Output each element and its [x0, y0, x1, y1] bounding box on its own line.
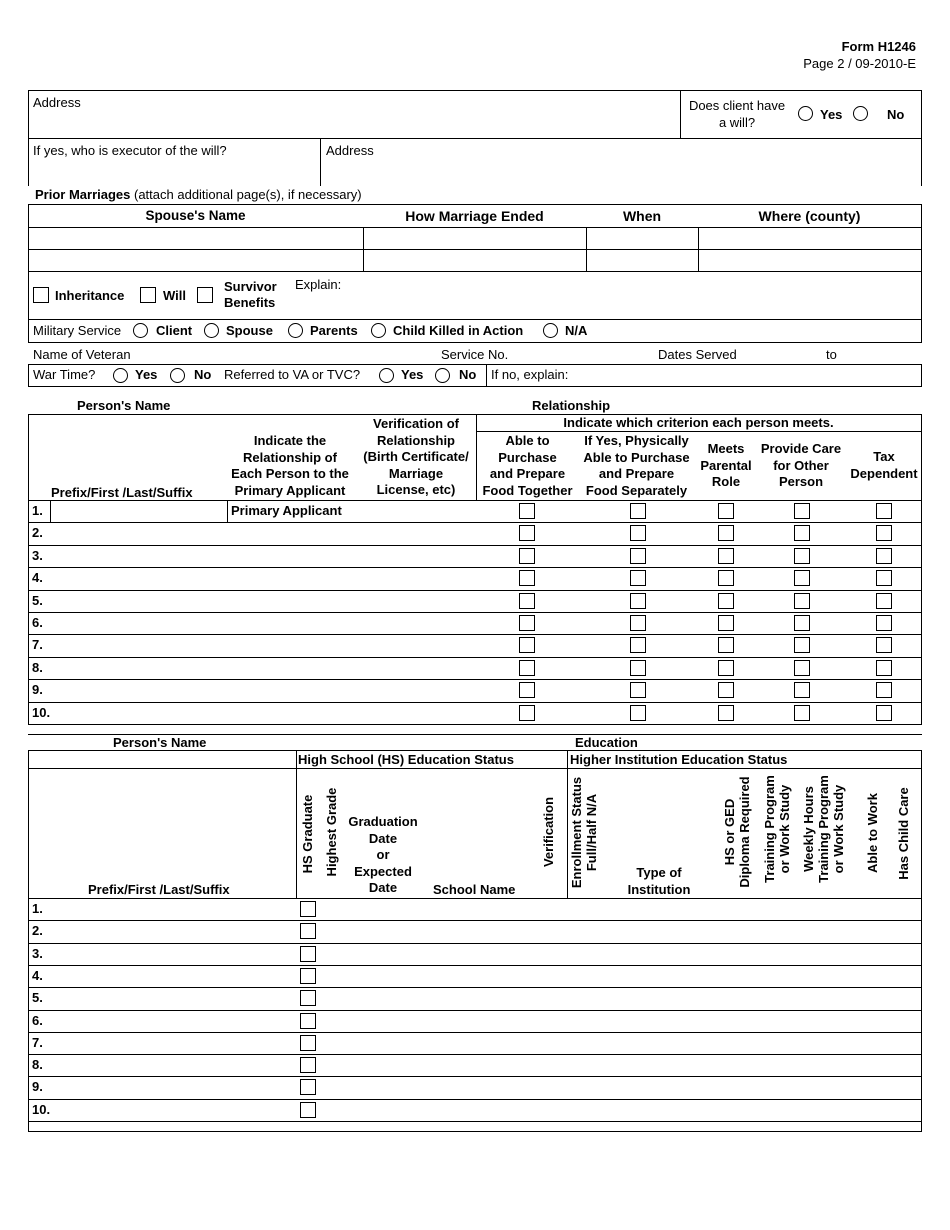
war-time-label: War Time? — [33, 367, 96, 382]
military-client-radio[interactable] — [133, 323, 148, 338]
e-weekly-2: Training Program — [816, 775, 831, 883]
h-provide-1: Provide Care — [760, 441, 842, 456]
will-no-label: No — [887, 107, 905, 122]
hs-graduate-checkbox[interactable] — [300, 1079, 316, 1095]
household-separate-purchase-checkbox[interactable] — [630, 637, 646, 653]
military-spouse-radio[interactable] — [204, 323, 219, 338]
referred-label: Referred to VA or TVC? — [224, 367, 361, 382]
type-institution-header — [617, 864, 701, 898]
education-row-number: 2. — [32, 923, 43, 939]
enrollment-status-header — [569, 770, 599, 895]
hs-graduate-header: HS Graduate — [300, 794, 315, 874]
military-child-radio[interactable] — [371, 323, 386, 338]
war-yes-label: Yes — [135, 367, 158, 382]
inheritance-label: Inheritance — [55, 288, 125, 303]
hs-graduate-checkbox[interactable] — [300, 1013, 316, 1029]
will-no-radio[interactable] — [853, 106, 868, 121]
education-row-number: 6. — [32, 1012, 43, 1028]
household-parental-role-checkbox[interactable] — [718, 593, 734, 609]
household-tax-dependent-checkbox[interactable] — [876, 705, 892, 721]
col-how-ended: How Marriage Ended — [405, 208, 544, 224]
household-verification-header — [356, 416, 476, 499]
household-provide-header — [755, 441, 847, 491]
household-separate-purchase-checkbox[interactable] — [630, 503, 646, 519]
graduation-date-header — [343, 814, 423, 897]
household-relationship: Relationship — [532, 398, 611, 413]
household-separate-purchase-checkbox[interactable] — [630, 525, 646, 541]
household-row-number: 10. — [32, 704, 51, 720]
training-program-header — [762, 773, 792, 885]
military-service-label: Military Service — [33, 323, 122, 338]
household-row-number: 6. — [32, 615, 43, 630]
h-tax-2: Dependent — [850, 465, 918, 481]
household-provide-care-checkbox[interactable] — [794, 637, 810, 653]
primary-applicant-label: Primary Applicant — [231, 503, 342, 518]
household-separate-purchase-checkbox[interactable] — [630, 660, 646, 676]
h-verif-5: License, etc) — [376, 482, 456, 497]
household-tax-dependent-checkbox[interactable] — [876, 548, 892, 564]
household-separate-purchase-checkbox[interactable] — [630, 593, 646, 609]
household-parental-role-checkbox[interactable] — [718, 615, 734, 631]
household-parental-role-checkbox[interactable] — [718, 570, 734, 586]
h-meets-1: Meets — [707, 441, 745, 456]
verification-header: Verification — [541, 796, 556, 868]
e-grad-5: Date — [368, 880, 398, 895]
referred-explain-field[interactable]: If no, explain: — [491, 367, 569, 382]
household-provide-care-checkbox[interactable] — [794, 705, 810, 721]
service-no-field[interactable]: Service No. — [441, 347, 509, 362]
household-able-purchase-checkbox[interactable] — [519, 637, 535, 653]
dates-served-field[interactable]: Dates Served — [658, 347, 737, 362]
education-prefix-header: Prefix/First /Last/Suffix — [88, 882, 230, 897]
education-row-number: 7. — [32, 1034, 43, 1050]
household-able-purchase-checkbox[interactable] — [519, 660, 535, 676]
household-parental-role-checkbox[interactable] — [718, 637, 734, 653]
e-type-1: Type of — [636, 865, 682, 880]
military-spouse-label: Spouse — [226, 323, 273, 338]
household-row-number: 5. — [32, 592, 43, 608]
prior-marriages-note: (attach additional page(s), if necessary) — [134, 187, 362, 202]
h-indicate-2: Relationship of — [243, 449, 337, 465]
school-name-header: School Name — [433, 882, 516, 897]
e-hsged-2: Diploma Required — [737, 776, 752, 888]
education-row-number: 5. — [32, 990, 43, 1006]
education-row-number: 1. — [32, 901, 43, 916]
weekly-hours-header — [801, 773, 846, 885]
household-tax-dependent-checkbox[interactable] — [876, 570, 892, 586]
household-row-number: 1. — [32, 503, 43, 518]
h-indicate-1: Indicate the — [253, 433, 327, 448]
household-provide-care-checkbox[interactable] — [794, 593, 810, 609]
household-provide-care-checkbox[interactable] — [794, 503, 810, 519]
h-ifyes-1: If Yes, Physically — [584, 433, 689, 448]
e-grad-1: Graduation — [348, 814, 418, 829]
e-train-1: Training Program — [762, 775, 777, 883]
prior-marriages-bold: Prior Marriages — [35, 187, 131, 202]
will-checkbox[interactable] — [140, 287, 156, 303]
will-yes-radio[interactable] — [798, 106, 813, 121]
household-able-purchase-checkbox[interactable] — [519, 548, 535, 564]
household-provide-care-checkbox[interactable] — [794, 682, 810, 698]
household-separate-purchase-checkbox[interactable] — [630, 682, 646, 698]
survivor-label-line2: Benefits — [224, 295, 276, 310]
e-weekly-1: Weekly Hours — [801, 786, 816, 872]
h-ifyes-4: Food Separately — [585, 482, 688, 498]
prior-marriages-title — [35, 187, 362, 202]
household-row-number: 8. — [32, 659, 43, 675]
hs-graduate-checkbox[interactable] — [300, 1035, 316, 1051]
household-separate-purchase-checkbox[interactable] — [630, 570, 646, 586]
page-number: Page 2 / 09-2010-E — [803, 56, 916, 71]
benefits-explain-field[interactable]: Explain: — [295, 277, 342, 292]
h-able-2: Purchase — [498, 449, 557, 465]
military-na-radio[interactable] — [543, 323, 558, 338]
h-verif-1: Verification of — [373, 416, 459, 431]
will-question-line1: Does client have — [688, 98, 786, 113]
household-able-purchase-checkbox[interactable] — [519, 682, 535, 698]
able-to-work-header: Able to Work — [865, 793, 880, 873]
household-tax-dependent-checkbox[interactable] — [876, 593, 892, 609]
education-persons-name: Person's Name — [113, 735, 207, 750]
household-able-header — [476, 433, 579, 499]
e-grad-2: Date — [368, 830, 398, 846]
h-meets-2: Parental — [700, 457, 752, 473]
military-child-label: Child Killed in Action — [393, 323, 524, 338]
military-na-label: N/A — [565, 323, 588, 338]
col-where: Where (county) — [758, 208, 861, 224]
household-parental-role-checkbox[interactable] — [718, 548, 734, 564]
hs-status-header: High School (HS) Education Status — [298, 752, 514, 767]
household-prefix-header: Prefix/First /Last/Suffix — [51, 485, 193, 500]
military-parents-radio[interactable] — [288, 323, 303, 338]
household-able-purchase-checkbox[interactable] — [519, 705, 535, 721]
war-no-label: No — [194, 367, 212, 382]
household-tax-dependent-checkbox[interactable] — [876, 615, 892, 631]
executor-address-field[interactable]: Address — [326, 143, 374, 158]
household-parental-role-checkbox[interactable] — [718, 705, 734, 721]
household-parental-role-checkbox[interactable] — [718, 660, 734, 676]
hs-graduate-checkbox[interactable] — [300, 1102, 316, 1118]
household-tax-header — [847, 449, 921, 482]
survivor-label-line1: Survivor — [224, 279, 277, 294]
household-able-purchase-checkbox[interactable] — [519, 593, 535, 609]
veteran-name-field[interactable]: Name of Veteran — [33, 347, 131, 362]
war-yes-radio[interactable] — [113, 368, 128, 383]
h-provide-3: Person — [778, 474, 824, 489]
household-row-number: 9. — [32, 682, 43, 698]
household-able-purchase-checkbox[interactable] — [519, 503, 535, 519]
h-verif-4: Marriage — [388, 465, 444, 481]
household-indicate-header — [224, 433, 356, 499]
e-enroll-2: Full/Half N/A — [584, 793, 599, 872]
e-type-2: Institution — [627, 882, 691, 897]
h-indicate-4: Primary Applicant — [234, 482, 346, 498]
e-grad-3: or — [376, 847, 390, 862]
hs-ged-header — [722, 771, 752, 893]
executor-field[interactable]: If yes, who is executor of the will? — [33, 143, 227, 158]
will-question — [683, 97, 791, 131]
household-parental-role-checkbox[interactable] — [718, 503, 734, 519]
household-tax-dependent-checkbox[interactable] — [876, 660, 892, 676]
survivor-benefits-checkbox[interactable] — [197, 287, 213, 303]
education-row-number: 4. — [32, 967, 43, 983]
household-provide-care-checkbox[interactable] — [794, 615, 810, 631]
education-title: Education — [575, 735, 638, 750]
h-indicate-3: Each Person to the — [231, 466, 349, 481]
hs-graduate-checkbox[interactable] — [300, 901, 316, 917]
military-client-label: Client — [156, 323, 193, 338]
highest-grade-header: Highest Grade — [324, 787, 339, 877]
referred-no-label: No — [459, 367, 477, 382]
hs-graduate-checkbox[interactable] — [300, 968, 316, 984]
h-verif-3: (Birth Certificate/ — [363, 449, 469, 464]
household-separate-purchase-checkbox[interactable] — [630, 548, 646, 564]
household-row-number: 3. — [32, 547, 43, 563]
referred-yes-radio[interactable] — [379, 368, 394, 383]
survivor-benefits-label — [224, 279, 277, 311]
hs-graduate-checkbox[interactable] — [300, 1057, 316, 1073]
e-enroll-1: Enrollment Status — [569, 776, 584, 889]
household-parental-role-checkbox[interactable] — [718, 682, 734, 698]
child-care-header: Has Child Care — [896, 787, 911, 880]
education-row-number: 8. — [32, 1057, 43, 1073]
household-row-number: 4. — [32, 570, 43, 586]
household-separate-purchase-checkbox[interactable] — [630, 705, 646, 721]
form-id: Form H1246 — [841, 39, 916, 54]
col-when: When — [622, 208, 662, 224]
war-no-radio[interactable] — [170, 368, 185, 383]
household-tax-dependent-checkbox[interactable] — [876, 682, 892, 698]
e-train-2: or Work Study — [777, 784, 792, 874]
education-row-number: 10. — [32, 1101, 51, 1117]
h-able-4: Food Together — [482, 482, 573, 498]
hs-graduate-checkbox[interactable] — [300, 990, 316, 1006]
e-weekly-3: or Work Study — [831, 784, 846, 874]
e-grad-4: Expected — [354, 863, 412, 879]
household-criterion: Indicate which criterion each person meets. — [563, 415, 834, 430]
h-meets-3: Role — [711, 474, 741, 489]
household-row-number: 7. — [32, 637, 43, 653]
household-provide-care-checkbox[interactable] — [794, 570, 810, 586]
will-yes-label: Yes — [820, 107, 843, 122]
will-question-line2: a will? — [718, 115, 756, 130]
household-separate-purchase-checkbox[interactable] — [630, 615, 646, 631]
referred-yes-label: Yes — [401, 367, 424, 382]
hs-graduate-checkbox[interactable] — [300, 923, 316, 939]
h-able-3: and Prepare — [489, 466, 566, 481]
higher-status-header: Higher Institution Education Status — [570, 752, 788, 767]
household-tax-dependent-checkbox[interactable] — [876, 637, 892, 653]
inheritance-checkbox[interactable] — [33, 287, 49, 303]
household-able-purchase-checkbox[interactable] — [519, 615, 535, 631]
household-row-number: 2. — [32, 525, 43, 541]
e-hsged-1: HS or GED — [722, 798, 737, 866]
education-row-number: 3. — [32, 945, 43, 961]
dates-served-to: to — [826, 347, 837, 362]
household-provide-care-checkbox[interactable] — [794, 660, 810, 676]
household-able-purchase-checkbox[interactable] — [519, 570, 535, 586]
household-tax-dependent-checkbox[interactable] — [876, 525, 892, 541]
household-meets-header — [696, 441, 756, 491]
education-row-number: 9. — [32, 1079, 43, 1095]
military-parents-label: Parents — [310, 323, 358, 338]
address-field[interactable]: Address — [33, 95, 81, 110]
household-able-purchase-checkbox[interactable] — [519, 525, 535, 541]
col-spouse-name: Spouse's Name — [145, 208, 246, 223]
hs-graduate-checkbox[interactable] — [300, 946, 316, 962]
h-ifyes-3: and Prepare — [598, 466, 675, 481]
will-label: Will — [163, 288, 186, 303]
household-ifyes-header — [577, 433, 696, 499]
household-tax-dependent-checkbox[interactable] — [876, 503, 892, 519]
h-provide-2: for Other — [773, 457, 829, 473]
household-provide-care-checkbox[interactable] — [794, 525, 810, 541]
h-tax-1: Tax — [873, 449, 895, 464]
referred-no-radio[interactable] — [435, 368, 450, 383]
household-provide-care-checkbox[interactable] — [794, 548, 810, 564]
household-persons-name: Person's Name — [77, 398, 171, 413]
household-parental-role-checkbox[interactable] — [718, 525, 734, 541]
h-ifyes-2: Able to Purchase — [583, 449, 690, 465]
h-verif-2: Relationship — [376, 432, 455, 448]
h-able-1: Able to — [505, 433, 550, 448]
